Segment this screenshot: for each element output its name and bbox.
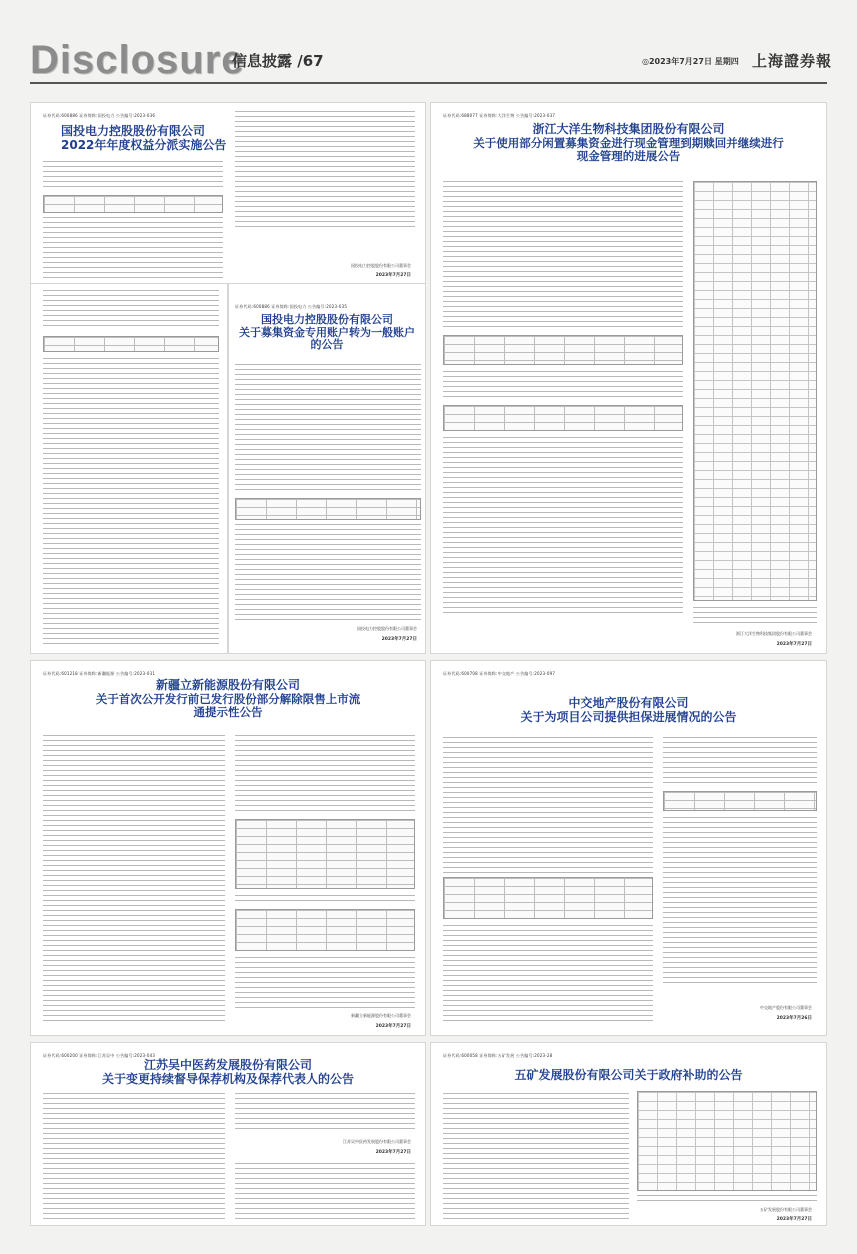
body-text [637,1195,817,1205]
notice-panel-zhongjiao [430,660,827,1036]
board-signature: 国投电力控股股份有限公司董事会 [351,263,411,268]
notice-date: 2023年7月27日 [381,637,417,642]
notice-subtitle: 关于变更持续督导保荐机构及保荐代表人的公告 [101,1071,354,1086]
body-text [235,735,415,813]
body-text [443,181,683,331]
company-name: 国投电力控股股份有限公司 [261,313,393,326]
notice-subtitle: 关于首次公开发行前已发行股份部分解除限售上市流通提示性公告 [95,691,361,720]
notice-subtitle: 关于募集资金专用账户转为一般账户的公告 [239,325,415,352]
notice-date: 2023年7月27日 [776,642,812,647]
notice-panel-dayang [430,102,827,654]
data-table [663,791,817,811]
data-table [443,335,683,365]
notice-panel-wuzhong [30,1042,426,1226]
notice-date: 2023年7月27日 [375,273,411,278]
data-table [637,1091,817,1191]
data-table [443,877,653,919]
body-text [693,607,817,627]
company-name: 江苏吴中医药发展股份有限公司 [143,1058,312,1072]
stock-info: 证券代码:600058 证券简称:五矿发展 公告编号:2023-28 [443,1053,553,1058]
data-table [443,405,683,431]
body-text [43,358,219,644]
body-text [443,1093,629,1219]
data-table [235,498,421,520]
stock-info: 证券代码:601218 证券简称:新疆能源 公告编号:2023-031 [43,671,156,676]
body-text [443,737,653,873]
stock-info: 证券代码:600200 证券简称:江苏吴中 公告编号:2023-043 [43,1053,156,1058]
issue-date: ◎2023年7月27日 星期四 [642,57,739,66]
body-text [235,364,421,494]
board-signature: 国投电力控股股份有限公司董事会 [357,626,417,631]
notice-panel-sdic-account [228,284,426,654]
body-text [235,1093,415,1129]
masthead-divider [30,82,827,84]
notice-date: 2023年7月26日 [776,1016,812,1021]
body-text [43,217,223,279]
body-text [443,437,683,613]
notice-title [31,1059,425,1087]
notice-panel-minmetals [430,1042,827,1226]
brand-logo: Disclosure [30,38,245,82]
data-table [235,909,415,951]
company-name: 浙江大洋生物科技集团股份有限公司 [532,122,725,136]
notice-date: 2023年7月27日 [776,1217,812,1222]
body-text [235,895,415,905]
data-table [43,195,223,213]
notice-title [431,123,826,163]
board-signature: 五矿发展股份有限公司董事会 [760,1207,812,1212]
body-text [235,524,421,620]
board-signature: 浙江大洋生物科技集团股份有限公司董事会 [736,631,812,636]
section-title: 信息披露 /67 [232,52,324,70]
stock-info: 证券代码:600886 证券简称:国投电力 公告编号:2023-035 [235,304,348,309]
notice-title [431,1069,826,1083]
body-text [235,1163,415,1219]
company-name: 新疆立新能源股份有限公司 [155,678,300,692]
board-signature: 中交地产股份有限公司董事会 [760,1005,812,1010]
notice-title [229,314,425,352]
data-table [235,819,415,889]
body-text [43,1093,225,1219]
body-text [235,957,415,1011]
notice-date: 2023年7月27日 [375,1024,411,1029]
notice-panel-sdic-dividend [30,102,426,284]
masthead [0,0,857,92]
body-text [443,371,683,401]
newspaper-logo: 上海證券報 [752,52,833,70]
notice-panel-sdic-dividend-body [30,284,228,654]
notice-subtitle: 2022年年度权益分派实施公告 [61,137,227,152]
body-text [443,925,653,1025]
notice-panel-xinjiang [30,660,426,1036]
body-text [43,735,225,1025]
company-name: 五矿发展股份有限公司关于政府补助的公告 [514,1068,743,1082]
body-text [43,290,219,330]
body-text [235,111,415,231]
stock-info: 证券代码:600886 证券简称:国投电力 公告编号:2023-036 [43,113,156,118]
body-text [663,737,817,787]
notice-date: 2023年7月27日 [375,1150,411,1155]
board-signature: 新疆立新能源股份有限公司董事会 [351,1013,411,1018]
board-signature: 江苏吴中医药发展股份有限公司董事会 [343,1139,411,1144]
data-table [43,336,219,352]
notice-subtitle: 关于为项目公司提供担保进展情况的公告 [520,709,737,724]
body-text [663,817,817,987]
data-table [693,181,817,601]
notice-title [431,697,826,725]
company-name: 国投电力控股股份有限公司 [61,124,206,138]
stock-info: 证券代码:600708 证券简称:中交地产 公告编号:2023-097 [443,671,556,676]
body-text [43,161,223,191]
stock-info: 证券代码:688077 证券简称:大洋生物 公告编号:2023-037 [443,113,556,118]
company-name: 中交地产股份有限公司 [568,696,689,710]
notice-title [31,679,425,719]
notice-subtitle: 关于使用部分闲置募集资金进行现金管理到期赎回并继续进行现金管理的进展公告 [473,135,784,164]
